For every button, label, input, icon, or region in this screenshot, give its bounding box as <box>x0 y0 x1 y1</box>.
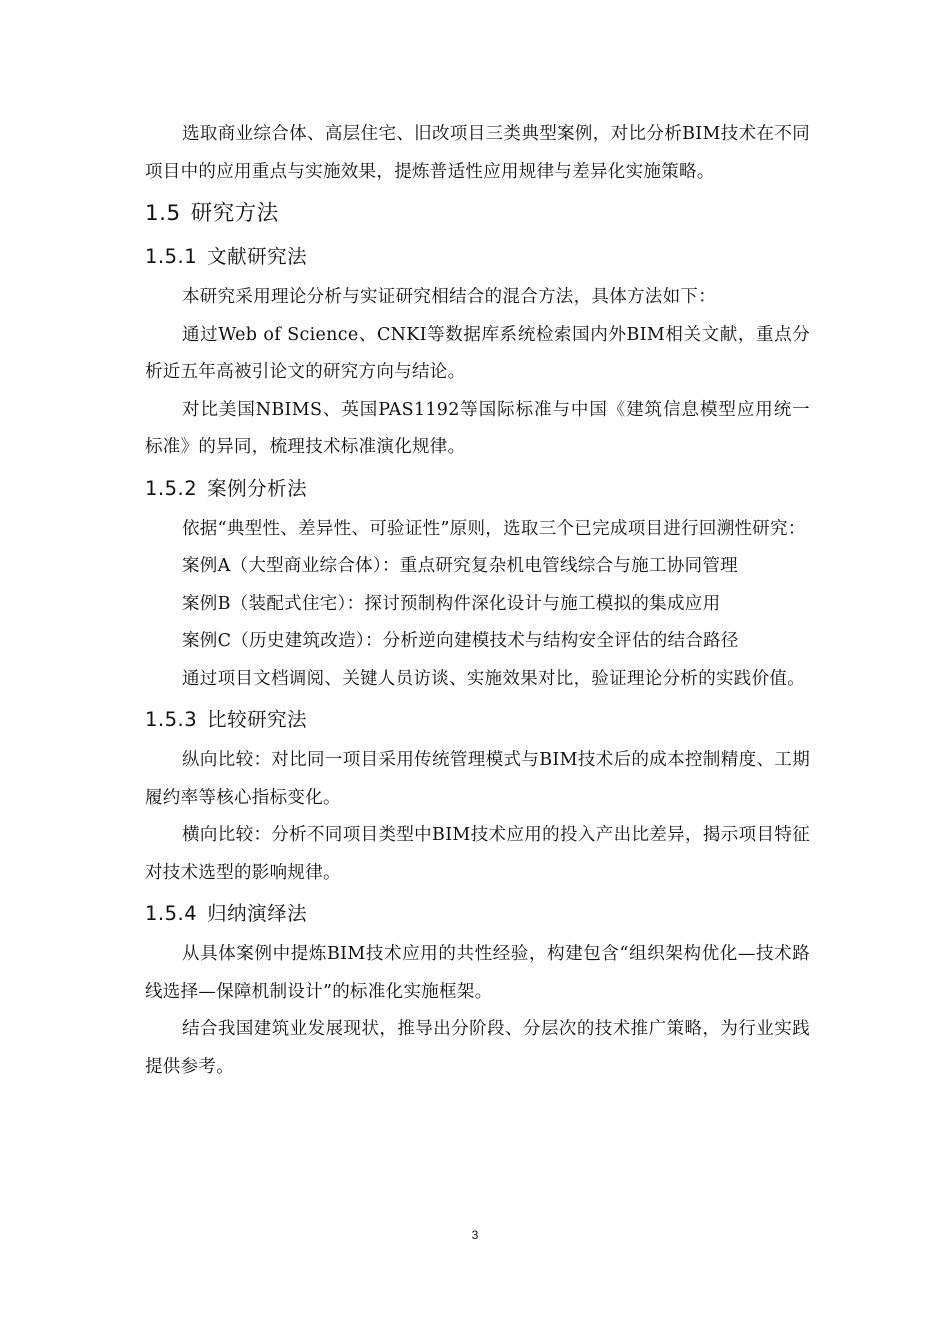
subsection-title: 文献研究法 <box>207 245 308 268</box>
subsection-heading-1-5-3 <box>145 702 810 738</box>
subsection-heading-1-5-1 <box>145 239 810 275</box>
case-item: 案例B（装配式住宅）：探讨预制构件深化设计与施工模拟的集成应用 <box>182 593 721 614</box>
subsection-title: 案例分析法 <box>207 476 308 500</box>
paragraph: 结合我国建筑业发展现状，推导出分阶段、分层次的技术推广策略，为行业实践提供参考。 <box>145 1019 810 1077</box>
paragraph: 通过Web of Science、CNKI等数据库系统检索国内外BIM相关文献，重点分析近五年高被引论文的研究方向与结论。 <box>145 324 810 382</box>
subsection-number: 1.5.2 <box>145 476 198 500</box>
section-number: 1.5 <box>145 201 181 226</box>
page-number: 3 <box>471 1228 479 1242</box>
subsection-title: 比较研究法 <box>207 708 308 731</box>
page-body <box>145 116 810 1086</box>
subsection-number: 1.5.3 <box>145 708 198 731</box>
case-item: 案例C（历史建筑改造）：分析逆向建模技术与结构安全评估的结合路径 <box>182 631 739 651</box>
subsection-number: 1.5.4 <box>145 902 198 925</box>
paragraph: 依据“典型性、差异性、可验证性”原则，选取三个已完成项目进行回溯性研究： <box>182 518 806 539</box>
intro-paragraph: 选取商业综合体、高层住宅、旧改项目三类典型案例，对比分析BIM技术在不同项目中的应用重点与实施效果，提炼普适性应用规律与差异化实施策略。 <box>145 124 810 182</box>
subsection-title: 归纳演绎法 <box>207 902 308 925</box>
paragraph: 从具体案例中提炼BIM技术应用的共性经验，构建包含“组织架构优化—技术路线选择—保障机制设计”的标准化实施框架。 <box>145 944 810 1002</box>
paragraph: 本研究采用理论分析与实证研究相结合的混合方法，具体方法如下： <box>182 287 716 307</box>
paragraph: 横向比较：分析不同项目类型中BIM技术应用的投入产出比差异，揭示项目特征对技术选型的影响规律。 <box>145 825 810 883</box>
subsection-number: 1.5.1 <box>145 245 198 268</box>
paragraph: 通过项目文档调阅、关键人员访谈、实施效果对比，验证理论分析的实践价值。 <box>182 668 805 689</box>
section-heading-1-5 <box>145 195 810 233</box>
section-title: 研究方法 <box>190 201 279 226</box>
paragraph: 对比美国NBIMS、英国PAS1192等国际标准与中国《建筑信息模型应用统一标准》的异同，梳理技术标准演化规律。 <box>145 399 810 457</box>
subsection-heading-1-5-4 <box>145 896 810 932</box>
paragraph: 纵向比较：对比同一项目采用传统管理模式与BIM技术后的成本控制精度、工期履约率等核心指标变化。 <box>145 750 810 808</box>
case-item: 案例A（大型商业综合体）：重点研究复杂机电管线综合与施工协同管理 <box>182 556 738 576</box>
subsection-heading-1-5-2 <box>145 471 810 507</box>
